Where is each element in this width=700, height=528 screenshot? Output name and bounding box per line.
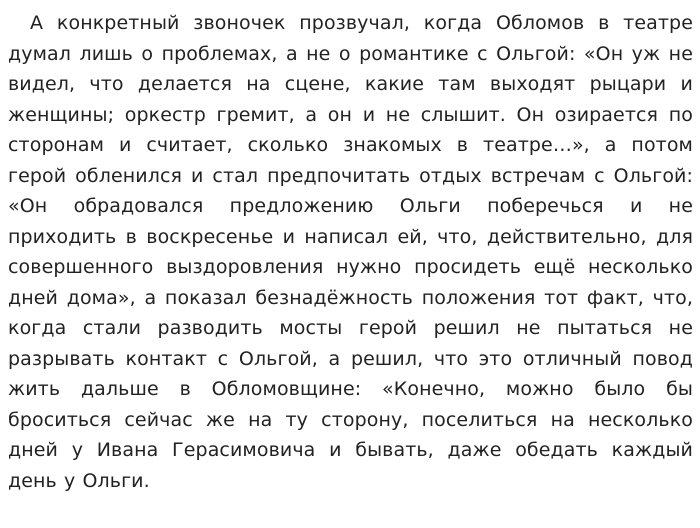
body-paragraph: А конкретный звоночек прозвучал, когда Обломов в театре думал лишь о проблемах, а не о романтике с Ольгой: «Он уж не видел, что делается на сцене, какие там выходят рыцари и женщины; оркестр гремит, а он и не слышит. Он озирается по сторонам и считает, сколько знакомых в театре…», а потом герой обленился и стал предпочитать отдых встречам с Ольгой: «Он обрадовался предложению Ольги поберечься и не приходить в воскресенье и написал ей, что, действительно, для совершенного выздоровления нужно просидеть ещё несколько дней дома», а показал безнадёжность положения тот факт, что, когда стали разводить мосты герой решил не пытаться не разрывать контакт с Ольгой, а решил, что это отличный повод жить дальше в Обломовщине: «Конечно, можно было бы броситься сейчас же на ту сторону, поселиться на несколько дней у Ивана Герасимовича и бывать, даже обедать каждый день у Ольги. <box>8 12 693 492</box>
document-page <box>8 8 693 496</box>
